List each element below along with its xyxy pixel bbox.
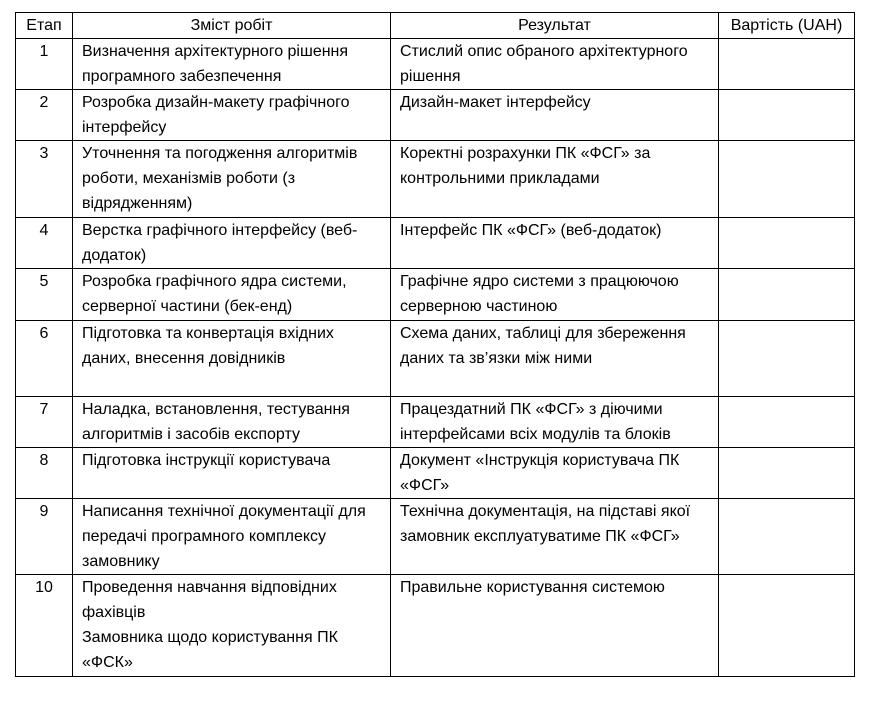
cost-cell bbox=[719, 218, 855, 269]
table-row bbox=[16, 575, 855, 677]
work-description: Уточнення та погодження алгоритмів роботи, механізмів роботи (з відрядженням) bbox=[73, 141, 391, 218]
table-row bbox=[16, 269, 855, 321]
table-header bbox=[16, 13, 855, 39]
result-description: Стислий опис обраного архітектурного рішення bbox=[391, 39, 719, 90]
header-cost: Вартість (UAH) bbox=[719, 13, 855, 39]
stage-number: 5 bbox=[16, 269, 73, 321]
cost-cell bbox=[719, 90, 855, 141]
header-work: Зміст робіт bbox=[73, 13, 391, 39]
stage-number: 2 bbox=[16, 90, 73, 141]
work-description: Проведення навчання відповідних фахівців Замовника щодо користування ПК «ФСК» bbox=[73, 575, 391, 677]
result-description: Документ «Інструкція користувача ПК «ФСГ» bbox=[391, 448, 719, 499]
work-description: Визначення архітектурного рішення програмного забезпечення bbox=[73, 39, 391, 90]
table-row bbox=[16, 218, 855, 269]
cost-cell bbox=[719, 397, 855, 448]
result-description: Технічна документація, на підставі якої замовник експлуатуватиме ПК «ФСГ» bbox=[391, 499, 719, 575]
stage-number: 9 bbox=[16, 499, 73, 575]
result-description: Інтерфейс ПК «ФСГ» (веб-додаток) bbox=[391, 218, 719, 269]
work-description: Наладка, встановлення, тестування алгоритмів і засобів експорту bbox=[73, 397, 391, 448]
work-description: Розробка графічного ядра системи, серверної частини (бек-енд) bbox=[73, 269, 391, 321]
work-description: Написання технічної документації для передачі програмного комплексу замовнику bbox=[73, 499, 391, 575]
work-description: Підготовка та конвертація вхідних даних, внесення довідників bbox=[73, 321, 391, 397]
work-description: Розробка дизайн-макету графічного інтерфейсу bbox=[73, 90, 391, 141]
work-description: Підготовка інструкції користувача bbox=[73, 448, 391, 499]
cost-cell bbox=[719, 448, 855, 499]
table-row bbox=[16, 397, 855, 448]
header-row bbox=[16, 13, 855, 39]
cost-cell bbox=[719, 321, 855, 397]
cost-cell bbox=[719, 575, 855, 677]
cost-cell bbox=[719, 499, 855, 575]
result-description: Схема даних, таблиці для збереження даних та зв’язки між ними bbox=[391, 321, 719, 397]
table-row bbox=[16, 39, 855, 90]
result-description: Працездатний ПК «ФСГ» з діючими інтерфейсами всіх модулів та блоків bbox=[391, 397, 719, 448]
result-description: Дизайн-макет інтерфейсу bbox=[391, 90, 719, 141]
result-description: Правильне користування системою bbox=[391, 575, 719, 677]
work-stages-table bbox=[15, 12, 855, 677]
stage-number: 10 bbox=[16, 575, 73, 677]
stage-number: 6 bbox=[16, 321, 73, 397]
table-row bbox=[16, 141, 855, 218]
stage-number: 3 bbox=[16, 141, 73, 218]
work-description: Верстка графічного інтерфейсу (веб-додаток) bbox=[73, 218, 391, 269]
table-row bbox=[16, 321, 855, 397]
table-row bbox=[16, 448, 855, 499]
table-row bbox=[16, 499, 855, 575]
stage-number: 8 bbox=[16, 448, 73, 499]
header-stage: Етап bbox=[16, 13, 73, 39]
stage-number: 7 bbox=[16, 397, 73, 448]
table-body bbox=[16, 39, 855, 677]
result-description: Графічне ядро системи з працюючою серверною частиною bbox=[391, 269, 719, 321]
cost-cell bbox=[719, 269, 855, 321]
header-result: Результат bbox=[391, 13, 719, 39]
stage-number: 1 bbox=[16, 39, 73, 90]
table-row bbox=[16, 90, 855, 141]
cost-cell bbox=[719, 141, 855, 218]
result-description: Коректні розрахунки ПК «ФСГ» за контрольними прикладами bbox=[391, 141, 719, 218]
cost-cell bbox=[719, 39, 855, 90]
stage-number: 4 bbox=[16, 218, 73, 269]
